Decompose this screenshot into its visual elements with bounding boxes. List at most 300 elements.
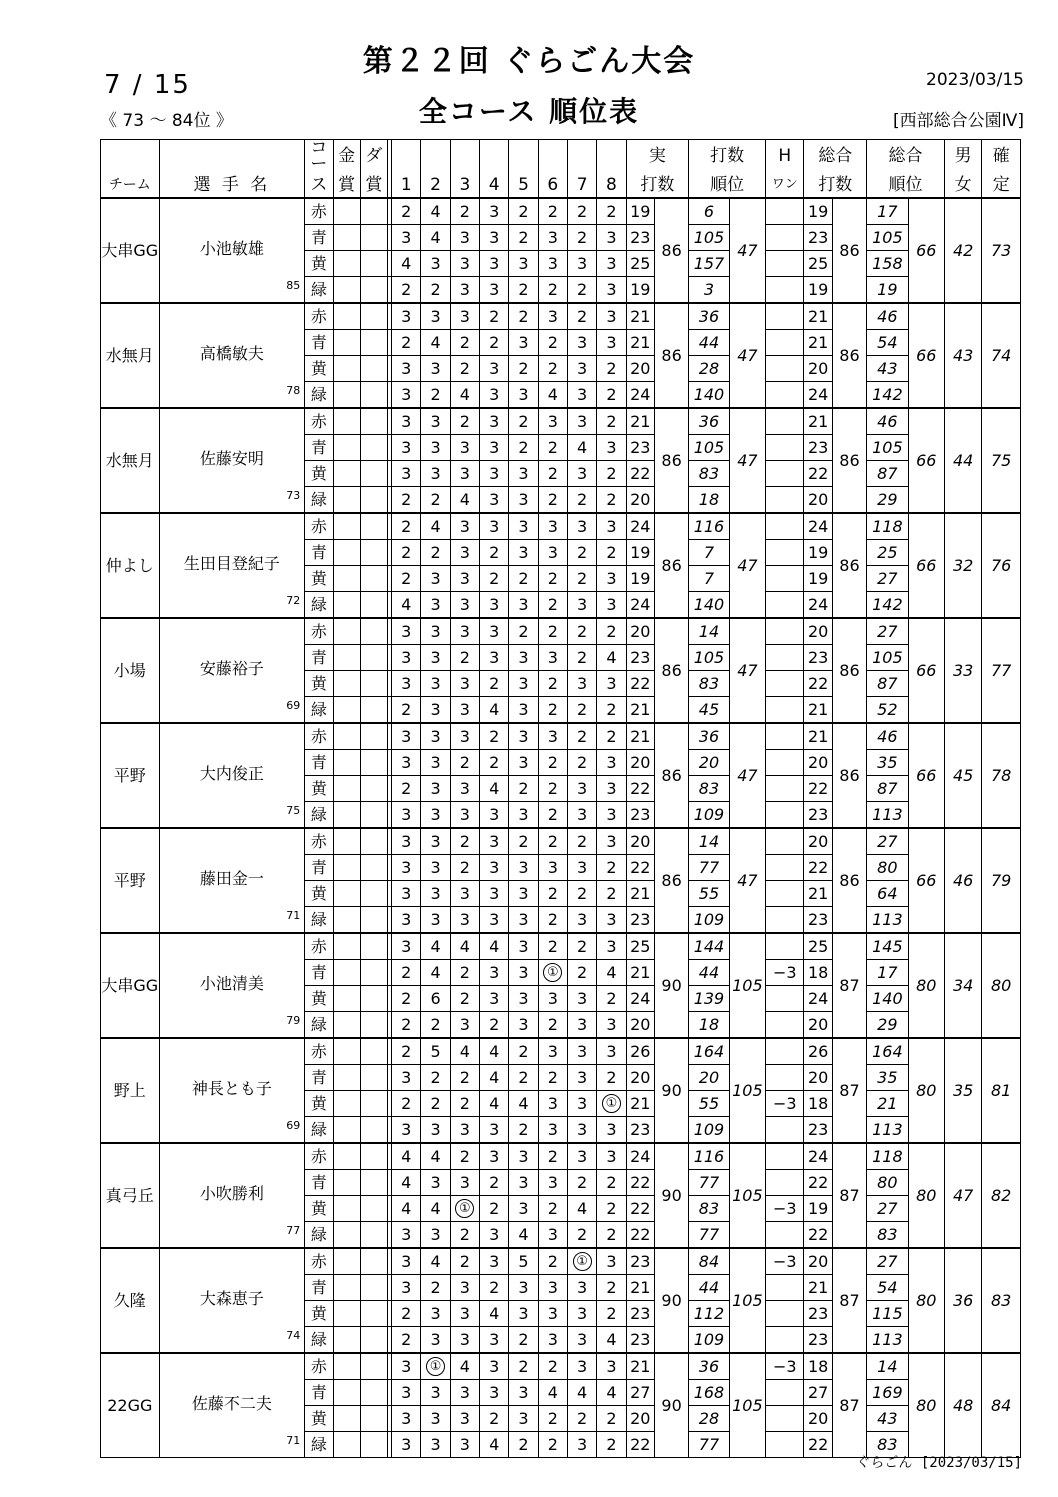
hole-score-cell: 3 [450,1275,479,1301]
hole-in-one-cell: −3 [766,1248,804,1275]
hole-in-one-cell [766,645,804,671]
course-total-rank-cell: 87 [867,671,908,697]
hole-score-cell: 2 [450,645,479,671]
hole-score-cell: 3 [597,330,626,356]
course-cell: 赤 [305,1353,333,1380]
hole-in-one-cell [766,618,804,645]
hole-score-cell: 2 [567,697,596,724]
hole-score-cell: 2 [538,828,567,855]
da-prize-cell [360,828,387,855]
gender-rank-cell: 33 [944,618,981,723]
gold-prize-cell [333,855,360,881]
hole-score-cell: 3 [597,592,626,619]
hole-score-cell: 2 [509,356,538,382]
stroke-rank-cell: 47 [729,198,765,303]
total-strokes-cell: 87 [832,1143,866,1248]
hole-score-cell: 3 [421,907,450,934]
gold-prize-cell [333,592,360,619]
actual-total-cell: 86 [654,723,688,828]
total-rank-cell: 66 [908,198,944,303]
col-hole-6: 6 [538,172,567,198]
course-rank-cell: 112 [689,1301,729,1327]
course-total-cell: 20 [804,1406,832,1432]
course-strokes-cell: 19 [626,566,654,592]
da-prize-cell [360,1248,387,1275]
course-cell: 赤 [305,933,333,960]
hole-score-cell: 3 [597,435,626,461]
hole-in-one-cell [766,933,804,960]
col-team-head [101,140,160,173]
player-name: 神長とも子 [191,1078,272,1098]
course-rank-cell: 83 [689,671,729,697]
hole-score-cell: 2 [509,1065,538,1091]
hole-score-cell: 3 [421,435,450,461]
actual-total-cell: 90 [654,1143,688,1248]
course-cell: 黄 [305,1301,333,1327]
table-row [101,933,1021,960]
gold-prize-cell [333,1301,360,1327]
course-total-rank-cell: 35 [867,750,908,776]
course-cell: 青 [305,1380,333,1406]
hole-score-cell: 3 [421,1301,450,1327]
gold-prize-cell [333,1406,360,1432]
hole-score-cell: 3 [509,487,538,514]
rank-range: 《 73 ～ 84位 》 [100,111,233,131]
hole-score-cell: 4 [597,960,626,986]
da-prize-cell [360,225,387,251]
course-strokes-cell: 27 [626,1380,654,1406]
hole-score-cell: 4 [421,330,450,356]
table-row [101,513,1021,540]
player-name: 大森恵子 [199,1288,264,1308]
hole-score-cell: 2 [597,1065,626,1091]
course-total-rank-cell: 27 [867,1248,908,1275]
hole-score-cell: 3 [480,382,509,409]
course-cell: 黄 [305,881,333,907]
hole-score-cell: 3 [567,1012,596,1039]
hole-score-cell: 3 [450,540,479,566]
final-rank-cell: 76 [982,513,1021,618]
hole-score-cell: 2 [567,1170,596,1196]
team-cell: 久隆 [101,1248,160,1353]
da-prize-cell [360,435,387,461]
gold-prize-cell [333,907,360,934]
course-cell: 黄 [305,356,333,382]
hole-score-cell: 3 [392,671,421,697]
player-age: 73 [286,489,301,502]
hole-score-cell: 2 [450,356,479,382]
hole-score-cell: 3 [567,1353,596,1380]
final-rank-cell: 75 [982,408,1021,513]
header-row-1 [101,140,1021,173]
course-total-cell: 21 [804,881,832,907]
hole-score-cell: 4 [538,382,567,409]
hole-score-cell: 3 [421,461,450,487]
hole-score-cell: 2 [392,277,421,304]
hole-in-one-cell [766,592,804,619]
hole-score-cell: 3 [597,802,626,829]
hole-score-cell: 3 [509,1143,538,1170]
hole-score-cell: 3 [392,461,421,487]
hole-in-one-cell [766,408,804,435]
hole-score-cell: 2 [392,1012,421,1039]
hole-score-cell: 4 [392,592,421,619]
hole-score-cell: 3 [567,461,596,487]
hole-score-cell: 3 [480,960,509,986]
course-cell: 赤 [305,198,333,225]
hole-score-cell: 3 [421,618,450,645]
course-total-cell: 18 [804,960,832,986]
stroke-rank-cell: 105 [729,1038,765,1143]
hole-score-cell: 4 [421,933,450,960]
player-name-cell [159,1038,305,1143]
course-strokes-cell: 24 [626,592,654,619]
final-rank-cell: 80 [982,933,1021,1038]
final-rank-cell: 81 [982,1038,1021,1143]
hole-score-cell: 3 [392,618,421,645]
hole-score-cell: 3 [567,907,596,934]
hole-score-cell: 2 [392,986,421,1012]
course-total-cell: 25 [804,933,832,960]
course-strokes-cell: 23 [626,802,654,829]
hole-score-cell: 2 [597,855,626,881]
gold-prize-cell [333,1353,360,1380]
hole-score-cell: 3 [567,1065,596,1091]
hole-score-cell: 3 [509,1275,538,1301]
hole-score-cell: 3 [567,513,596,540]
hole-in-one-cell [766,1380,804,1406]
hole-score-cell: 2 [450,1143,479,1170]
gold-prize-cell [333,881,360,907]
hole-score-cell: 3 [480,592,509,619]
hole-score-cell: 3 [421,1222,450,1249]
stroke-rank-cell: 47 [729,618,765,723]
hole-score-cell: 4 [480,1038,509,1065]
course-rank-cell: 18 [689,1012,729,1039]
hole-score-cell: 3 [567,986,596,1012]
course-strokes-cell: 22 [626,1196,654,1222]
total-rank-cell: 80 [908,1248,944,1353]
hole-score-cell: 3 [450,1012,479,1039]
hole-score-cell: 3 [480,645,509,671]
da-prize-cell [360,356,387,382]
hole-score-cell: 2 [538,461,567,487]
hole-score-cell: 2 [450,828,479,855]
hole-score-cell: 3 [480,1117,509,1144]
hole-score-cell: 2 [567,750,596,776]
total-strokes-cell: 86 [832,198,866,303]
da-prize-cell [360,618,387,645]
course-rank-cell: 7 [689,540,729,566]
player-name: 佐藤不二夫 [191,1393,272,1413]
course-rank-cell: 157 [689,251,729,277]
hole-in-one-cell [766,540,804,566]
course-cell: 青 [305,540,333,566]
hole-score-cell: 2 [597,1432,626,1458]
player-name: 佐藤安明 [199,448,264,468]
gold-prize-cell [333,461,360,487]
hole-score-cell: 4 [392,1143,421,1170]
table-row [101,303,1021,330]
hole-score-cell: 2 [392,513,421,540]
ranking-table [100,139,1021,1458]
hole-score-cell: 2 [597,1196,626,1222]
hole-score-cell: 2 [480,1012,509,1039]
hole-score-cell: 3 [480,986,509,1012]
hole-score-cell: 2 [509,435,538,461]
hole-score-cell: 3 [538,1301,567,1327]
gold-prize-cell [333,356,360,382]
da-prize-cell [360,750,387,776]
hole-score-cell: 3 [538,1170,567,1196]
course-strokes-cell: 23 [626,225,654,251]
hole-score-cell: 2 [567,1406,596,1432]
da-prize-cell [360,1143,387,1170]
hole-score-cell: 3 [538,513,567,540]
player-name-cell [159,198,305,303]
course-cell: 赤 [305,1248,333,1275]
team-cell: 仲よし [101,513,160,618]
hole-score-cell: 2 [421,1065,450,1091]
gold-prize-cell [333,1327,360,1354]
hole-score-cell: 3 [421,356,450,382]
total-rank-cell: 80 [908,1353,944,1458]
page-subtitle: 全コース 順位表 [418,95,640,128]
player-name-cell [159,303,305,408]
total-strokes-cell: 86 [832,408,866,513]
hole-score-cell: 2 [450,1091,479,1117]
course-strokes-cell: 23 [626,645,654,671]
course-total-rank-cell: 43 [867,1406,908,1432]
gold-prize-cell [333,618,360,645]
hole-score-cell: 3 [480,435,509,461]
hole-in-one-cell [766,907,804,934]
course-strokes-cell: 23 [626,1117,654,1144]
course-strokes-cell: 23 [626,1248,654,1275]
course-total-rank-cell: 29 [867,487,908,514]
gold-prize-cell [333,1275,360,1301]
gold-prize-cell [333,251,360,277]
hole-score-cell: 2 [538,1196,567,1222]
course-rank-cell: 3 [689,277,729,304]
da-prize-cell [360,1117,387,1144]
hole-score-cell: 3 [421,671,450,697]
hole-score-cell: 3 [480,618,509,645]
gold-prize-cell [333,303,360,330]
hole-score-cell: 2 [392,776,421,802]
course-total-cell: 19 [804,277,832,304]
course-total-cell: 27 [804,1380,832,1406]
hole-score-cell: 2 [509,225,538,251]
hole-score-cell [421,1353,450,1380]
hole-score-cell: 3 [597,907,626,934]
hole-score-cell: 2 [450,986,479,1012]
hole-score-cell: 2 [597,697,626,724]
hole-score-cell: 3 [567,802,596,829]
total-strokes-cell: 87 [832,933,866,1038]
hole-in-one-cell [766,1143,804,1170]
final-rank-cell: 74 [982,303,1021,408]
hole-score-cell: 3 [421,1327,450,1354]
hole-score-cell: 2 [567,540,596,566]
course-total-rank-cell: 43 [867,356,908,382]
gold-prize-cell [333,487,360,514]
hole-score-cell: 3 [392,1353,421,1380]
course-total-cell: 22 [804,461,832,487]
course-rank-cell: 6 [689,198,729,225]
course-cell: 赤 [305,513,333,540]
course-cell: 緑 [305,487,333,514]
course-total-cell: 26 [804,1038,832,1065]
hole-score-cell: 3 [567,1091,596,1117]
hole-score-cell: 3 [538,1091,567,1117]
da-prize-cell [360,1380,387,1406]
hole-score-cell: 2 [567,645,596,671]
da-prize-cell [360,855,387,881]
gender-rank-cell: 42 [944,198,981,303]
hole-score-cell: 6 [421,986,450,1012]
course-total-rank-cell: 17 [867,960,908,986]
hole-score-cell: 2 [421,1091,450,1117]
course-cell: 赤 [305,1143,333,1170]
da-prize-cell [360,251,387,277]
hole-score-cell: 3 [480,277,509,304]
course-total-rank-cell: 105 [867,645,908,671]
team-cell: 22GG [101,1353,160,1458]
col-hole-7: 7 [567,172,596,198]
table-row [101,828,1021,855]
col-course-head: コー [305,140,333,173]
hole-score-cell: 3 [538,408,567,435]
hole-score-cell: 3 [509,251,538,277]
hole-score-cell: 3 [450,618,479,645]
team-cell: 大串GG [101,933,160,1038]
actual-total-cell: 86 [654,513,688,618]
course-total-cell: 23 [804,1117,832,1144]
course-total-rank-cell: 27 [867,566,908,592]
hole-in-one-cell [766,1222,804,1249]
course-total-rank-cell: 54 [867,330,908,356]
hole-score-cell: 3 [597,513,626,540]
hole-score-cell: 3 [509,1380,538,1406]
hole-in-one-mark: ① [573,1252,592,1271]
hole-score-cell: 3 [421,697,450,724]
hole-score-cell: 2 [392,697,421,724]
gender-rank-cell: 35 [944,1038,981,1143]
hole-score-cell: 2 [597,986,626,1012]
hole-score-cell: 2 [538,1065,567,1091]
total-strokes-cell: 86 [832,828,866,933]
hole-score-cell: 4 [421,513,450,540]
course-strokes-cell: 21 [626,1091,654,1117]
hole-score-cell: 4 [392,1196,421,1222]
course-total-cell: 21 [804,697,832,724]
hole-score-cell: 3 [567,776,596,802]
hole-score-cell: 3 [421,1170,450,1196]
hole-score-cell: 3 [567,1117,596,1144]
course-cell: 緑 [305,802,333,829]
hole-score-cell: 3 [392,1117,421,1144]
hole-score-cell: 3 [509,1301,538,1327]
hole-in-one-cell [766,1117,804,1144]
course-rank-cell: 77 [689,1222,729,1249]
col-hole-5: 5 [509,172,538,198]
hole-score-cell: 2 [509,776,538,802]
course-rank-cell: 84 [689,1248,729,1275]
hole-score-cell: 4 [480,933,509,960]
player-name: 大内俊正 [199,763,264,783]
course-rank-cell: 168 [689,1380,729,1406]
da-prize-cell [360,487,387,514]
hole-score-cell: 2 [392,1327,421,1354]
hole-in-one-mark: ① [426,1357,445,1376]
course-rank-cell: 116 [689,513,729,540]
gold-prize-cell [333,1170,360,1196]
hole-score-cell: 3 [421,1406,450,1432]
team-cell: 野上 [101,1038,160,1143]
hole-score-cell: 2 [538,435,567,461]
hole-score-cell [597,1091,626,1117]
course-cell: 青 [305,855,333,881]
da-prize-cell [360,198,387,225]
course-total-rank-cell: 35 [867,1065,908,1091]
hole-score-cell: 2 [480,566,509,592]
hole-score-cell: 3 [567,1432,596,1458]
actual-total-cell: 86 [654,303,688,408]
course-rank-cell: 105 [689,435,729,461]
col-hole-8: 8 [597,172,626,198]
hole-in-one-cell [766,566,804,592]
hole-score-cell: 2 [538,933,567,960]
hole-in-one-cell [766,986,804,1012]
hole-in-one-cell [766,356,804,382]
hole-score-cell: 2 [538,618,567,645]
hole-score-cell: 3 [480,907,509,934]
event-date: 2023/03/15 [926,70,1024,90]
hole-score-cell: 3 [567,356,596,382]
hole-score-cell: 2 [538,1432,567,1458]
course-cell: 緑 [305,277,333,304]
da-prize-cell [360,907,387,934]
hole-score-cell: 2 [450,1248,479,1275]
hole-score-cell: 3 [480,802,509,829]
hole-score-cell: 2 [392,1301,421,1327]
hole-score-cell: 2 [450,855,479,881]
course-total-cell: 20 [804,356,832,382]
col-team-label: チーム [101,172,160,198]
total-strokes-cell: 86 [832,723,866,828]
hole-score-cell: 3 [597,1143,626,1170]
course-rank-cell: 140 [689,382,729,409]
gold-prize-cell [333,513,360,540]
hole-score-cell: 2 [597,198,626,225]
hole-score-cell: 3 [509,960,538,986]
team-cell: 水無月 [101,408,160,513]
hole-score-cell: 3 [480,828,509,855]
hole-score-cell [538,960,567,986]
hole-score-cell: 2 [597,408,626,435]
course-strokes-cell: 20 [626,1406,654,1432]
hole-score-cell: 2 [597,881,626,907]
col-da-head: ダ [360,140,387,173]
hole-score-cell: 2 [392,960,421,986]
hole-score-cell: 3 [421,828,450,855]
hole-score-cell: 2 [392,1038,421,1065]
final-rank-cell: 73 [982,198,1021,303]
course-rank-cell: 105 [689,225,729,251]
player-age: 71 [286,1434,301,1447]
course-rank-cell: 116 [689,1143,729,1170]
